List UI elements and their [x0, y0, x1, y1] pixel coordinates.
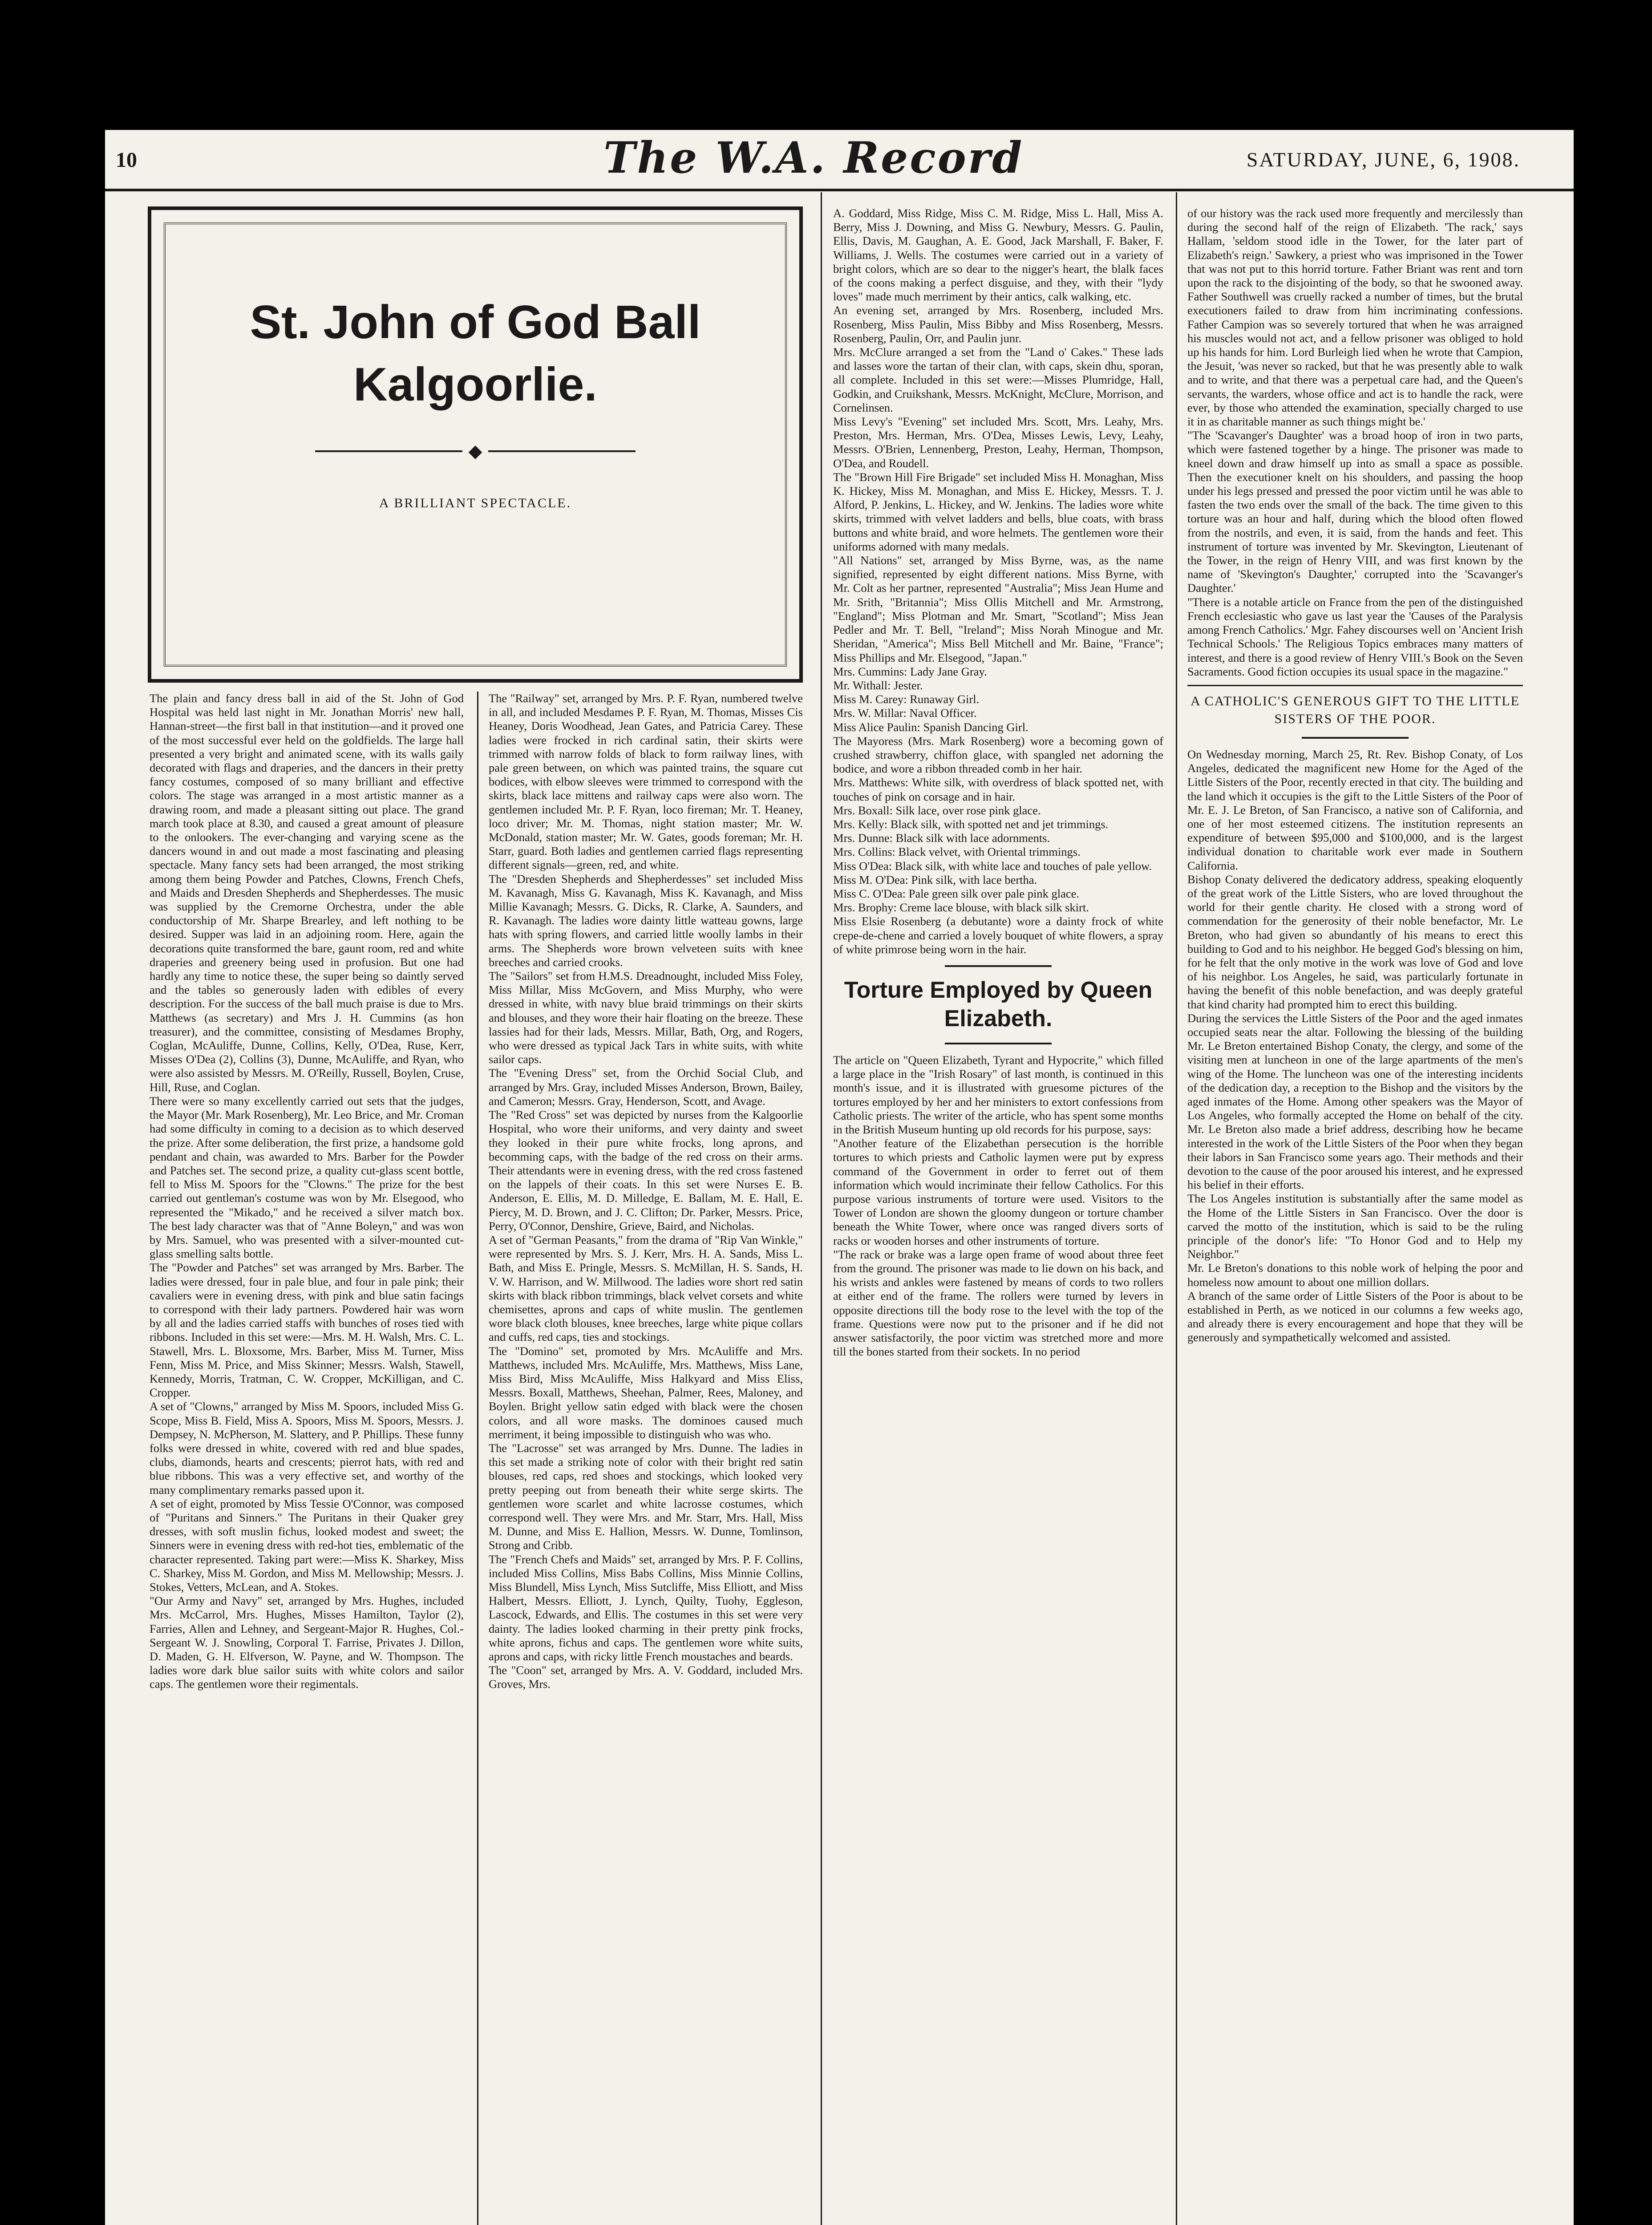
- section-divider: [945, 965, 1052, 967]
- column-1: [150, 692, 464, 2225]
- column-4: [1187, 206, 1523, 2225]
- column-rule-3: [1176, 192, 1177, 2225]
- column-3b-text: The article on "Queen Elizabeth, Tyrant and Hypocrite," which filled a large place in the "Irish Rosary" of last month, is continued in this month's issue, and it is illustrated with gruesome pictures of the tortures employed by her and her ministers to extort confessions from Catholic priests. The writer of the article, who has spent some months in the British Museum hunting up old records for his purpose, says: "Another feature of the Elizabethan persecution is the horrible tortures to which priests and Catholic laymen were put by express command of the Government in order to ferret out of them information which would incriminate their fellow Catholics. For this purpose various instruments of torture were used. Visitors to the Tower of London are shown the gloomy dungeon or torture chamber beneath the White Tower, where once was ranged divers sorts of racks or wooden horses and other instruments of torture. "The rack or brake was a large open frame of wood about three feet from the ground. The prisoner was made to lie down on his back, and his wrists and ankles were fastened by means of cords to two rollers at either end of the frame. The rollers were turned by levers in opposite directions till the body rose to the level with the top of the frame. Questions were now put to the prisoner and if he did not answer satisfactorily, the poor victim was stretched more and more till the bones started from their sockets. In no period: [833, 1053, 1163, 1359]
- column-4a-text: of our history was the rack used more frequently and mercilessly than during the second half of the reign of Elizabeth. 'The rack,' says Hallam, 'seldom stood idle in the Tower, for the later part of Elizabeth's reign.' Sawkery, a priest who was imprisoned in the Tower that was not put to this horrid torture. Father Briant was rent and torn upon the rack to the disjointing of the body, so that he swooned away. Father Southwell was cruelly racked a number of times, but the brutal executioners failed to draw from him incriminating confessions. Father Campion was so severely tortured that when he was arraigned his muscles would not act, and a fellow prisoner was obliged to hold up his hands for him. Lord Burleigh lied when he wrote that Campion, the Jesuit, 'was never so racked, but that he was presently able to walk and to write, and that there was a perpetual care had, and the Queen's servants, the warders, whose office and act is to handle the rack, were ever, by those who attended the examination, specially charged to use it in as charitable manner as such things might be.' "The 'Scavanger's Daughter' was a broad hoop of iron in two parts, which were fastened together by a hinge. The prisoner was made to kneel down and draw himself up into as small a space as possible. Then the executioner knelt on his shoulders, and passing the hoop under his legs pressed and pressed the poor victim until he was able to fasten the two ends over the small of the back. The time given to this torture was an hour and half, during which the blood often flowed from the nostrils, and even, it is said, from the hands and feet. This instrument of torture was invented by Mr. Skevington, Lieutenant of the Tower, in the reign of Henry VIII, and was first known by the name of 'Skevington's Daughter,' corrupted into the 'Scavanger's Daughter.' "There is a notable article on France from the pen of the distinguished French ecclesiastic who gave us last year the 'Causes of the Paralysis among French Catholics.' Mgr. Fahey discourses well on 'Ancient Irish Technical Schools.' The Religious Topics embraces many matters of interest, and there is a good review of Henry VIII.'s Book on the Seven Sacraments. Good fiction occupies its usual space in the magazine.": [1187, 206, 1523, 678]
- feature-headline-box: [148, 206, 803, 683]
- diamond-ornament-icon: ◆: [468, 441, 482, 461]
- section-divider: [1302, 737, 1409, 739]
- feature-title: St. John of God Ball Kalgoorlie.: [250, 296, 701, 411]
- column-2: [489, 692, 803, 2225]
- feature-inner-border: [164, 222, 787, 667]
- feature-subtitle: A BRILLIANT SPECTACLE.: [379, 496, 572, 510]
- section-divider: [1187, 685, 1523, 686]
- masthead-rule: [105, 189, 1574, 191]
- column-3a-text: A. Goddard, Miss Ridge, Miss C. M. Ridge, Miss L. Hall, Miss A. Berry, Miss J. Downing, and Miss G. Newbury, Messrs. G. Paulin, Ellis, Davis, M. Gaughan, A. E. Good, Jack Marshall, F. Baker, F. Williams, J. Wells. The costumes were carried out in a variety of bright colors, which are so dear to the nigger's heart, the blalk faces of the coons making a perfect disguise, and they, with their "lydy loves" made much merriment by their antics, calk walking, etc. An evening set, arranged by Mrs. Rosenberg, included Mrs. Rosenberg, Miss Paulin, Miss Bibby and Miss Rosenberg, Messrs. Rosenberg, Paulin, Orr, and Paulin junr. Mrs. McClure arranged a set from the "Land o' Cakes." These lads and lasses wore the tartan of their clan, with caps, skein dhu, sporan, all complete. Included in this set were:—Misses Plumridge, Hall, Godkin, and Cruikshank, Messrs. McKnight, McClure, Morrison, and Cornelinsen. Miss Levy's "Evening" set included Mrs. Scott, Mrs. Leahy, Mrs. Preston, Mrs. Herman, Mrs. O'Dea, Misses Lewis, Levy, Leahy, Messrs. O'Brien, Lennenberg, Preston, Leahy, Herman, Thompson, O'Dea, and Roudell. The "Brown Hill Fire Brigade" set included Miss H. Monaghan, Miss K. Hickey, Miss M. Monaghan, and Miss E. Hickey, Messrs. T. J. Alford, P. Jenkins, L. Hickey, and W. Jenkins. The ladies wore white skirts, trimmed with velvet ladders and bells, blue coats, with brass buttons and white braid, and wore helmets. The gentlemen wore their uniforms adorned with many medals. "All Nations" set, arranged by Miss Byrne, was, as the name signified, represented by eight different nations. Miss Byrne, with Mr. Colt as her partner, represented "Australia"; Miss Jean Hume and Mr. Srith, "Britannia"; Miss Ollis Mitchell and Mr. Armstrong, "England"; Miss Plotman and Mr. Smart, "Scotland"; Miss Jean Pedler and Mr. T. Bell, "Ireland"; Miss Norah Minogue and Mr. Sheridan, "America"; Miss Bell Mitchell and Mr. Baine, "France"; Miss Phillips and Mr. Elsegood, "Japan." Mrs. Cummins: Lady Jane Gray. Mr. Withall: Jester. Miss M. Carey: Runaway Girl. Mrs. W. Millar: Naval Officer. Miss Alice Paulin: Spanish Dancing Girl. The Mayoress (Mrs. Mark Rosenberg) wore a becoming gown of crushed strawberry, chiffon glace, with spangled net adorning the bodice, and wore a ribbon threaded comb in her hair. Mrs. Matthews: White silk, with overdress of black spotted net, with touches of pink on corsage and in hair. Mrs. Boxall: Silk lace, over rose pink glace. Mrs. Kelly: Black silk, with spotted net and jet trimmings. Mrs. Dunne: Black silk with lace adornments. Mrs. Collins: Black velvet, with Oriental trimmings. Miss O'Dea: Black silk, with white lace and touches of pale yellow. Miss M. O'Dea: Pink silk, with lace bertha. Miss C. O'Dea: Pale green silk over pale pink glace. Mrs. Brophy: Creme lace blouse, with black silk skirt. Miss Elsie Rosenberg (a debutante) wore a dainty frock of white crepe-de-chene and carried a lovely bouquet of white flowers, a spray of white primrose being worn in the hair.: [833, 206, 1163, 956]
- ornament-rule: [315, 442, 636, 460]
- page-number: 10: [116, 148, 137, 172]
- newspaper-title: The W.A. Record: [603, 133, 1024, 183]
- ornament-line-right: [488, 450, 636, 452]
- issue-date: SATURDAY, JUNE, 6, 1908.: [1246, 148, 1520, 171]
- section-divider: [945, 1043, 1052, 1044]
- column-4b-text: On Wednesday morning, March 25, Rt. Rev. Bishop Conaty, of Los Angeles, dedicated the magnificent new Home for the Aged of the Little Sisters of the Poor, recently erected in that city. The building and the land which it occupies is the gift to the Little Sisters of the Poor of Mr. E. J. Le Breton, of San Francisco, a native son of California, and one of her most esteemed citizens. The institution represents an expenditure of between $95,000 and $100,000, and is the largest individual donation to charitable work ever made in Southern California. Bishop Conaty delivered the dedicatory address, speaking eloquently of the great work of the Little Sisters, who are loved throughout the world for their gentle charity. He closed with a strong word of commendation for the generosity of their noble benefactor, Mr. Le Breton, who had given so abundantly of his means to erect this building to God and to his neighbor. He begged God's blessing on him, for he felt that the only motive in the work was love of God and love of his neighbor. Los Angeles, he said, was particularly fortunate in having the benefit of this noble benefaction, and was deeply grateful that kind charity had prompted him to erect this building. During the services the Little Sisters of the Poor and the aged inmates occupied seats near the altar. Following the blessing of the building Mr. Le Breton entertained Bishop Conaty, the clergy, and some of the visiting men at luncheon in one of the large apartments of the men's wing of the Home. The luncheon was one of the interesting incidents of the dedication day, a reception to the Bishop and the visitors by the aged inmates of the Home. Among other speakers was the Mayor of Los Angeles, who formally accepted the Home on behalf of the city. Mr. Le Breton also made a brief address, describing how he became interested in the work of the Little Sisters of the Poor when they began their labors in San Francisco some years ago. Their methods and their devotion to the cause of the poor aroused his interest, and he expressed his belief in their efforts. The Los Angeles institution is substantially after the same model as the Home of the Little Sisters in San Francisco. Over the door is carved the motto of the institution, which is said to be the ruling principle of the donor's life: "To Honor God and to Help my Neighbor." Mr. Le Breton's donations to this noble work of helping the poor and homeless now amount to about one million dollars. A branch of the same order of Little Sisters of the Poor is about to be established in Perth, as we noticed in our columns a few weeks ago, and already there is every encouragement and hope that they will be generously and sympathetically welcomed and assisted.: [1187, 747, 1523, 1344]
- column-1-text: The plain and fancy dress ball in aid of the St. John of God Hospital was held last night in Mr. Jonathan Morris' new hall, Hannan-street—the first ball in that institution—and it proved one of the most successful ever held on the goldfields. The large hall presented a very bright and animated scene, with its walls gaily decorated with flags and draperies, and the dancers in their pretty fancy costumes, composed of so many brilliant and effective colors. The stage was arranged in a most artistic manner as a drawing room, and made a pleasant sitting out place. The grand march took place at 8.30, and caused a great amount of pleasure to the onlookers. The ever-changing and varying scene as the dancers wound in and out made a most fascinating and pleasing spectacle. Many fancy sets had been arranged, the most striking among them being Powder and Patches, Clowns, French Chefs, and Maids and Dresden Shepherds and Shepherdesses. The music was supplied by the Cremorne Orchestra, under the able conductorship of Mr. Sharpe Brearley, and left nothing to be desired. Supper was laid in an adjoining room. Here, again the decorations quite transformed the bare, gaunt room, red and white draperies and greenery being used in profusion. But one had hardly any time to notice these, the super being so daintly served and the tables so generously laden with edibles of every description. For the success of the ball much praise is due to Mrs. Matthews (as secretary) and Mrs J. H. Cummins (as hon treasurer), and the committee, consisting of Mesdames Brophy, Coglan, McAuliffe, Dunne, Collins, Kelly, O'Dea, Ruse, Kerr, Misses O'Dea (2), Collins (3), Dunne, McAuliffe, and Ryan, who were also assisted by Messrs. M. O'Reilly, Russell, Boylen, Cruse, Hill, Ruse, and Coglan. There were so many excellently carried out sets that the judges, the Mayor (Mr. Mark Rosenberg), Mr. Leo Brice, and Mr. Croman had some difficulty in coming to a decision as to which deserved the prize. After some deliberation, the first prize, a handsome gold pendant and chain, was awarded to Mrs. Barber for the Powder and Patches set. The second prize, a quality cut-glass scent bottle, fell to Miss M. Spoors for the "Clowns." The prize for the best carried out gentleman's costume was won by Mr. Elsegood, who represented the "Mikado," and he received a silver match box. The best lady character was that of "Anne Boleyn," and was won by Mrs. Samuel, who was presented with a silver-mounted cut-glass smelling salts bottle. The "Powder and Patches" set was arranged by Mrs. Barber. The ladies were dressed, four in pale blue, and four in pale pink; their cavaliers were in evening dress, with pink and blue satin facings to correspond with their lady partners. Powdered hair was worn by all and the ladies carried staffs with bunches of roses tied with ribbons. Included in this set were:—Mrs. M. H. Walsh, Mrs. C. L. Stawell, Mrs. L. Bloxsome, Mrs. Barber, Miss M. Turner, Miss Fenn, Miss M. Price, and Miss Skinner; Messrs. Walsh, Stawell, Kennedy, Morris, Tratman, C. W. Cropper, McKilligan, and C. Cropper. A set of "Clowns," arranged by Miss M. Spoors, included Miss G. Scope, Miss B. Field, Miss A. Spoors, Miss M. Spoors, Messrs. J. Dempsey, N. McPherson, M. Slattery, and P. Phillips. These funny folks were dressed in white, covered with red and blue spades, clubs, diamonds, hearts and crescents; pierrot hats, with red and blue ribbons. This was a very effective set, and worthy of the many complimentary remarks passed upon it. A set of eight, promoted by Miss Tessie O'Connor, was composed of "Puritans and Sinners." The Puritans in their Quaker grey dresses, with soft muslin fichus, looked modest and sweet; the Sinners were in evening dress with red-hot ties, emblematic of the character represented. Taking part were:—Miss K. Sharkey, Miss C. Sharkey, Miss M. Gordon, and Miss M. Mellowship; Messrs. J. Stokes, Vetters, McLean, and A. Stokes. "Our Army and Navy" set, arranged by Mrs. Hughes, included Mrs. McCarrol, Mrs. Hughes, Misses Hamilton, Taylor (2), Farries, Allen and Lehney, and Sergeant-Major R. Hughes, Col.-Sergeant W. J. Snowling, Corporal T. Farrise, Privates J. Dillon, D. Maden, G. H. Elfverson, W. Payne, and W. Thompson. The ladies wore dark blue sailor suits with white colors and sailor caps. The gentlemen wore their regimentals.: [150, 692, 464, 1691]
- ornament-line-left: [315, 450, 462, 452]
- torture-article-heading: Torture Employed by Queen Elizabeth.: [844, 977, 1153, 1032]
- column-rule-1: [477, 692, 478, 2225]
- column-3: [833, 206, 1163, 2225]
- column-rule-2: [821, 192, 822, 2225]
- newspaper-page: [105, 130, 1574, 2225]
- masthead: [105, 130, 1574, 192]
- gift-article-heading: A CATHOLIC'S GENEROUS GIFT TO THE LITTLE SISTERS OF THE POOR.: [1190, 693, 1520, 726]
- column-2-text: The "Railway" set, arranged by Mrs. P. F. Ryan, numbered twelve in all, and included Mesdames P. F. Ryan, M. Thomas, Misses Cis Heaney, Doris Woodhead, Jean Gates, and Patricia Carey. These ladies were frocked in rich cardinal satin, their skirts were trimmed with narrow folds of black to form railway lines, with pale green between, on which was painted trains, the square cut bodices, with elbow sleeves were trimmed to correspond with the skirts, black lace mittens and railway caps were also worn. The gentlemen included Mr. P. F. Ryan, loco fireman; Mr. T. Heaney, loco driver; Mr. M. Thomas, night station master; Mr. W. McDonald, station master; Mr. W. Gates, goods foreman; Mr. H. Starr, guard. Both ladies and gentlemen carried flags representing different signals—green, red, and white. The "Dresden Shepherds and Shepherdesses" set included Miss M. Kavanagh, Miss G. Kavanagh, Miss K. Kavanagh, and Miss Millie Kavanagh; Messrs. G. Dicks, R. Clarke, A. Saunders, and R. Kavanagh. The ladies wore dainty little watteau gowns, large hats with spring flowers, and carried little woolly lambs in their arms. The Shepherds wore brown velveteen suits with knee breeches and carried crooks. The "Sailors" set from H.M.S. Dreadnought, included Miss Foley, Miss Millar, Miss McGovern, and Miss Murphy, who were dressed in white, with navy blue braid trimmings on their skirts and blouses, and they wore their hair floating on the breeze. These lassies had for their lads, Messrs. Millar, Bath, Org, and Rogers, who were dressed as typical Jack Tars in white suits, with white sailor caps. The "Evening Dress" set, from the Orchid Social Club, and arranged by Mrs. Gray, included Misses Anderson, Brown, Bailey, and Cameron; Messrs. Gray, Henderson, Scott, and Avage. The "Red Cross" set was depicted by nurses from the Kalgoorlie Hospital, who wore their uniforms, and very dainty and sweet they looked in their pure white frocks, long aprons, and becomming caps, with the badge of the red cross on their arms. Their attendants were in evening dress, with the red cross fastened on the lappels of their coats. In this set were Nurses E. B. Anderson, E. Ellis, M. D. Milledge, E. Ballam, M. E. Hall, E. Piercy, M. D. Brown, and J. C. Clifton; Dr. Parker, Messrs. Price, Perry, O'Connor, Denshire, Grieve, Baird, and Nicholas. A set of "German Peasants," from the drama of "Rip Van Winkle," were represented by Mrs. S. J. Kerr, Mrs. H. A. Sands, Miss L. Bath, and Miss E. Pringle, Messrs. S. McMillan, H. S. Sands, H. V. W. Harrison, and W. Millwood. The ladies wore short red satin skirts with black ribbon trimmings, black velvet corsets and white chemisettes, aprons and caps of white muslin. The gentlemen wore black cloth blouses, knee breeches, large white pique collars and cuffs, red caps, ties and stockings. The "Domino" set, promoted by Mrs. McAuliffe and Mrs. Matthews, included Mrs. McAuliffe, Mrs. Matthews, Miss Lane, Miss Bird, Miss McAuliffe, Miss Halkyard and Miss Eliss, Messrs. Boxall, Matthews, Sheehan, Palmer, Rees, Maloney, and Boylen. Bright yellow satin edged with black were the chosen colors, and all wore masks. The dominoes caused much merriment, it being impossible to distinguish who was who. The "Lacrosse" set was arranged by Mrs. Dunne. The ladies in this set made a striking note of color with their bright red satin blouses, red caps, red shoes and stockings, which looked very pretty peeping out from beneath their white serge skirts. The gentlemen wore scarlet and white lacrosse costumes, which correspond well. They were Mrs. and Mr. Starr, Mrs. Hall, Miss M. Dunne, and Miss E. Hallion, Messrs. W. Dunne, Tomlinson, Strong and Cribb. The "French Chefs and Maids" set, arranged by Mrs. P. F. Collins, included Miss Collins, Miss Babs Collins, Miss Minnie Collins, Miss Blundell, Miss Lynch, Miss Sutcliffe, Miss Elliott, and Miss Halbert, Messrs. Elliott, J. Lynch, Quilty, Tuohy, Eggleson, Lascock, Edwards, and Ellis. The costumes in this set were very dainty. The ladies looked charming in their pretty pink frocks, white aprons, fichus and caps. The gentlemen wore white suits, aprons and caps, with ricky little French moustaches and beards. The "Coon" set, arranged by Mrs. A. V. Goddard, included Mrs. Groves, Mrs.: [489, 692, 803, 1691]
